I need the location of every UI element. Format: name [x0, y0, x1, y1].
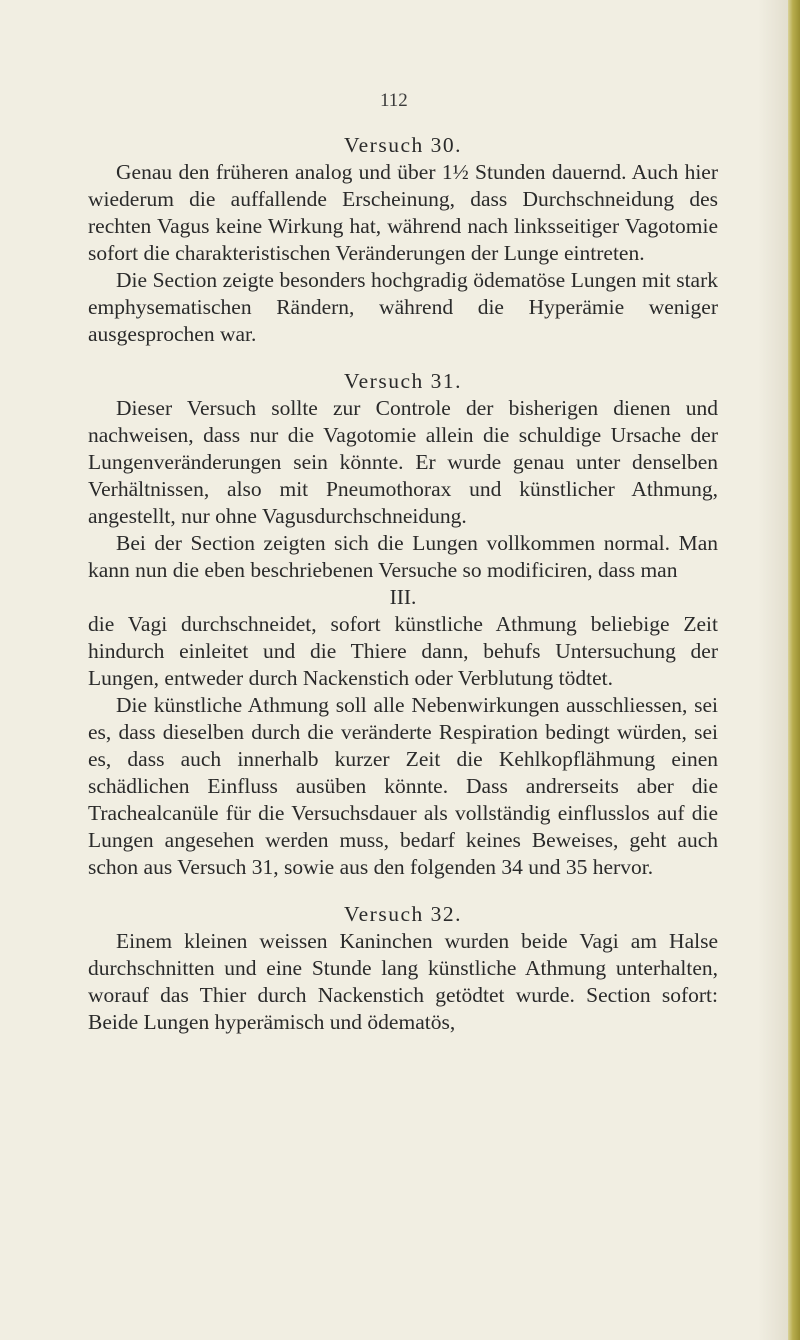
experiment-30-heading: Versuch 30. — [343, 133, 462, 157]
binding-shadow — [758, 0, 788, 1340]
experiment-32-paragraph-1: Einem kleinen weissen Kaninchen wurden beide Vagi am Halse durchschnitten und eine Stunde lang künstliche Athmung unterhalten, worauf das Thier durch Nackenstich getödtet wurde. Section sofort: Beide Lungen hyperämisch und ödematös, — [88, 929, 718, 1034]
section-mark: III. — [389, 585, 417, 609]
experiment-31-heading: Versuch 31. — [343, 369, 462, 393]
continuation-paragraph-2: Die künstliche Athmung soll alle Nebenwirkungen ausschliessen, sei es, dass dieselben durch die veränderte Respiration bedingt würden, sei es, dass auch innerhalb kurzer Zeit die Kehlkopflähmung einen schädlichen Einfluss ausüben könnte. Dass andrerseits aber die Trachealcanüle für die Versuchsdauer als vollständig einflusslos auf die Lungen angesehen werden muss, bedarf keines Beweises, geht auch schon aus Versuch 31, sowie aus den folgenden 34 und 35 hervor. — [88, 693, 718, 879]
experiment-30-paragraph-1: Genau den früheren analog und über 1½ Stunden dauernd. Auch hier wiederum die auffallende Erscheinung, dass Durchschneidung des rechten Vagus keine Wirkung hat, während nach linksseitiger Vagotomie sofort die charakteristischen Veränderungen der Lunge eintreten. — [88, 160, 718, 265]
experiment-31-paragraph-1: Dieser Versuch sollte zur Controle der bisherigen dienen und nachweisen, dass nur die Vagotomie allein die schuldige Ursache der Lungenveränderungen sein könnte. Er wurde genau unter denselben Verhältnissen, also mit Pneumothorax und künstlicher Athmung, angestellt, nur ohne Vagusdurchschneidung. — [88, 396, 718, 528]
continuation-paragraph-1: die Vagi durchschneidet, sofort künstliche Athmung beliebige Zeit hindurch einleitet und die Thiere dann, behufs Untersuchung der Lungen, entweder durch Nackenstich oder Verblutung tödtet. — [88, 612, 718, 690]
experiment-32-heading: Versuch 32. — [343, 902, 462, 926]
experiment-30-paragraph-2: Die Section zeigte besonders hochgradig ödematöse Lungen mit stark emphysematischen Rändern, während die Hyperämie weniger ausgesprochen war. — [88, 268, 718, 346]
experiment-31-paragraph-2: Bei der Section zeigten sich die Lungen vollkommen normal. Man kann nun die eben beschriebenen Versuche so modificiren, dass man — [88, 531, 718, 582]
page-number: 112 — [380, 90, 408, 111]
book-binding-edge — [788, 0, 800, 1340]
page-body — [88, 132, 718, 1036]
